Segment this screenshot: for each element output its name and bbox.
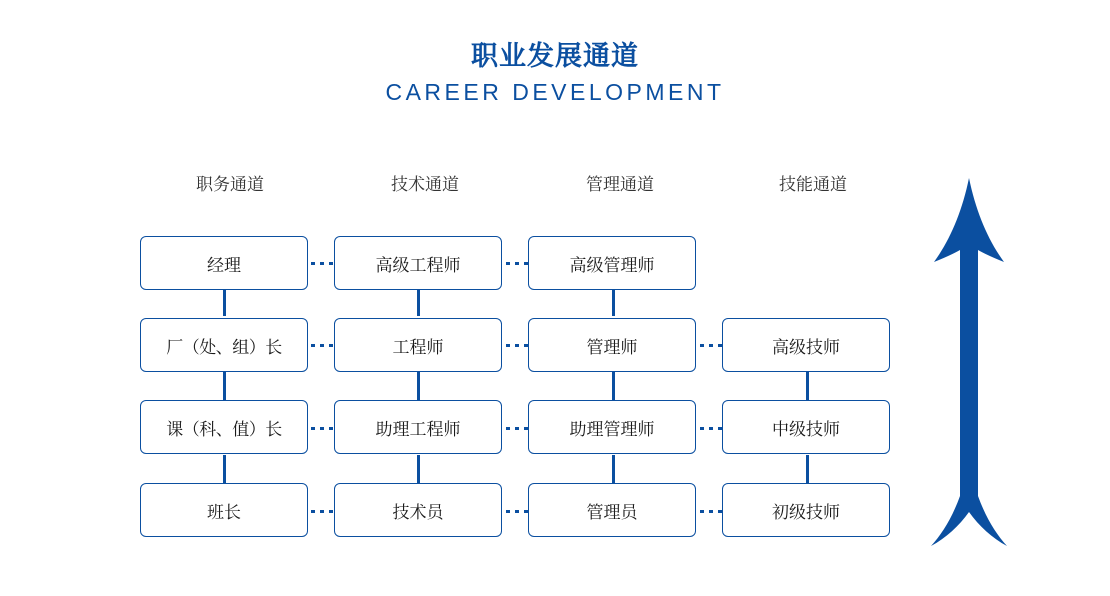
link-vertical-c3-r3-r4 (612, 455, 615, 483)
link-dotted-r3-c2-c3 (506, 427, 528, 430)
column-header-1: 职务通道 (196, 175, 264, 194)
link-vertical-c2-r3-r4 (417, 455, 420, 483)
link-dotted-r2-c1-c2 (311, 344, 333, 347)
link-vertical-c3-r1-r2 (612, 290, 615, 316)
link-dotted-r4-c1-c2 (311, 510, 333, 513)
link-vertical-c1-r2-r3 (223, 372, 226, 400)
link-dotted-r1-c1-c2 (311, 262, 333, 265)
link-dotted-r1-c2-c3 (506, 262, 528, 265)
link-dotted-r4-c3-c4 (700, 510, 722, 513)
link-vertical-c1-r1-r2 (223, 290, 226, 316)
column-header-2: 技术通道 (391, 175, 459, 194)
node-c1-r1[interactable]: 经理 (140, 236, 308, 290)
node-c1-r2[interactable]: 厂（处、组）长 (140, 318, 308, 372)
link-vertical-c4-r2-r3 (806, 372, 809, 400)
link-vertical-c3-r2-r3 (612, 372, 615, 400)
node-c3-r2[interactable]: 管理师 (528, 318, 696, 372)
link-vertical-c1-r3-r4 (223, 455, 226, 483)
node-c2-r4[interactable]: 技术员 (334, 483, 502, 537)
upward-growth-arrow (930, 178, 1008, 553)
link-vertical-c2-r1-r2 (417, 290, 420, 316)
link-vertical-c2-r2-r3 (417, 372, 420, 400)
column-header-4: 技能通道 (779, 175, 847, 194)
node-c3-r4[interactable]: 管理员 (528, 483, 696, 537)
column-header-3: 管理通道 (586, 175, 654, 194)
link-dotted-r4-c2-c3 (506, 510, 528, 513)
node-c1-r4[interactable]: 班长 (140, 483, 308, 537)
node-c1-r3[interactable]: 课（科、值）长 (140, 400, 308, 454)
node-c4-r2[interactable]: 高级技师 (722, 318, 890, 372)
node-c3-r3[interactable]: 助理管理师 (528, 400, 696, 454)
link-dotted-r2-c2-c3 (506, 344, 528, 347)
node-c4-r4[interactable]: 初级技师 (722, 483, 890, 537)
node-c2-r1[interactable]: 高级工程师 (334, 236, 502, 290)
link-vertical-c4-r3-r4 (806, 455, 809, 483)
link-dotted-r3-c3-c4 (700, 427, 722, 430)
node-c3-r1[interactable]: 高级管理师 (528, 236, 696, 290)
link-dotted-r2-c3-c4 (700, 344, 722, 347)
link-dotted-r3-c1-c2 (311, 427, 333, 430)
node-c2-r2[interactable]: 工程师 (334, 318, 502, 372)
page-title-en: CAREER DEVELOPMENT (385, 79, 725, 105)
node-c4-r3[interactable]: 中级技师 (722, 400, 890, 454)
node-c2-r3[interactable]: 助理工程师 (334, 400, 502, 454)
page-title-cn: 职业发展通道 (471, 41, 639, 71)
